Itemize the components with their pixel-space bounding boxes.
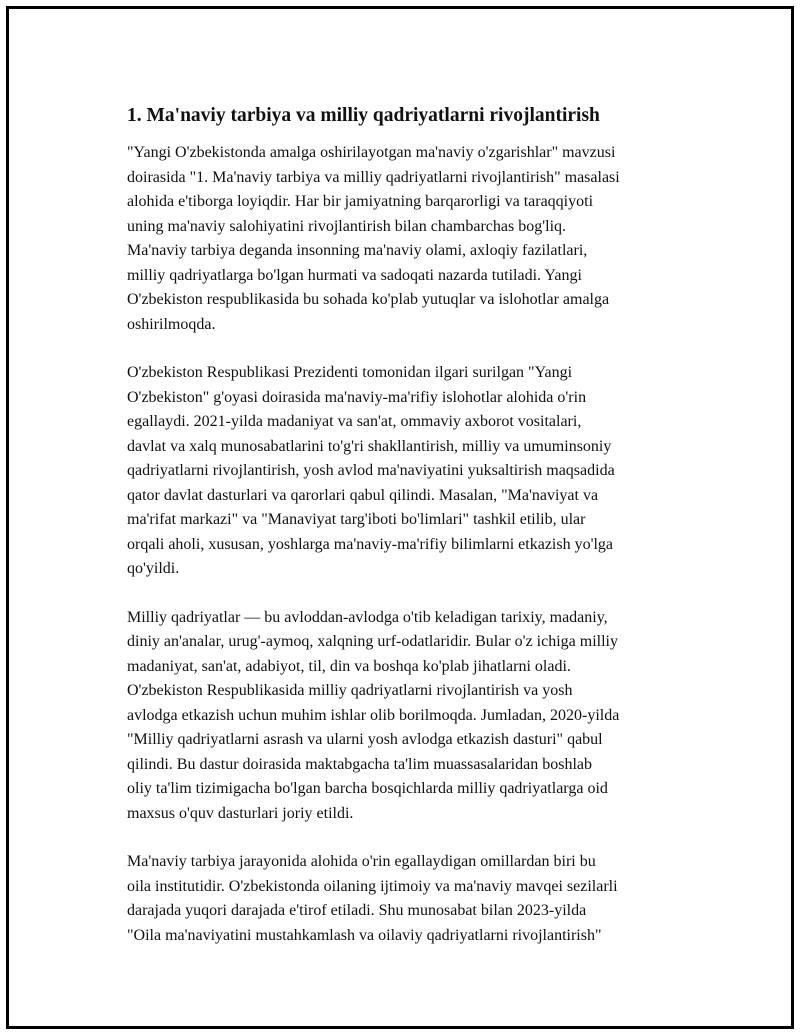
paragraph-line: darajada yuqori darajada e'tirof etiladi. Shu munosabat bilan 2023-yilda [127,902,587,919]
paragraph-line: davlat va xalq munosabatlarini to'g'ri shakllantirish, milliy va umuminsoniy [127,437,612,455]
paragraph-line: oshirilmoqda. [127,315,216,333]
paragraph-3 [127,606,707,827]
paragraph-4 [127,850,707,948]
paragraph-line: maxsus o'quv dasturlari joriy etildi. [127,804,354,822]
paragraph-line: diniy an'analar, urug'-aymoq, xalqning urf-odatlaridir. Bular o'z ichiga milliy [127,633,618,650]
document-body [127,103,707,972]
paragraphs-container [127,141,707,948]
page-frame [6,6,794,1029]
paragraph-line: Milliy qadriyatlar — bu avloddan-avlodga o'tib keladigan tarixiy, madaniy, [127,608,608,626]
paragraph-line: O'zbekiston Respublikasida milliy qadriyatlarni rivojlantirish va yosh [127,682,573,699]
paragraph-line: ma'rifat markazi" va "Manaviyat targ'iboti bo'limlari" tashkil etilib, ular [127,511,586,528]
paragraph-line: qator davlat dasturlari va qarorlari qabul qilindi. Masalan, "Ma'naviyat va [127,486,599,504]
paragraph-line: uning ma'naviy salohiyatini rivojlantirish bilan chambarchas bog'liq. [127,217,567,235]
paragraph-line: egallaydi. 2021-yilda madaniyat va san'at, ommaviy axborot vositalari, [127,413,582,430]
paragraph-line: oliy ta'lim tizimigacha bo'lgan barcha bosqichlarda milliy qadriyatlarga oid [127,780,608,797]
paragraph-line: doirasida "1. Ma'naviy tarbiya va milliy qadriyatlarni rivojlantirish" masalasi [127,168,620,186]
paragraph-line: O'zbekiston respublikasida bu sohada ko'plab yutuqlar va islohotlar amalga [127,291,610,308]
paragraph-line: oila institutidir. O'zbekistonda oilaning ijtimoiy va ma'naviy mavqei sezilarli [127,877,618,895]
paragraph-line: qadriyatlarni rivojlantirish, yosh avlod ma'naviyatini yuksaltirish maqsadida [127,462,615,479]
document-title: 1. Ma'naviy tarbiya va milliy qadriyatlarni rivojlantirish [127,105,600,126]
paragraph-2 [127,361,707,582]
paragraph-line: O'zbekiston Respublikasi Prezidenti tomonidan ilgari surilgan "Yangi [127,364,573,381]
paragraph-line: orqali aholi, xususan, yoshlarga ma'naviy-ma'rifiy bilimlarni etkazish yo'lga [127,535,614,553]
paragraph-line: avlodga etkazish uchun muhim ishlar olib borilmoqda. Jumladan, 2020-yilda [127,706,620,724]
paragraph-line: qo'yildi. [127,560,180,577]
paragraph-line: "Yangi O'zbekistonda amalga oshirilayotgan ma'naviy o'zgarishlar" mavzusi [127,144,616,161]
paragraph-line: alohida e'tiborga loyiqdir. Har bir jamiyatning barqarorligi va taraqqiyoti [127,193,594,210]
paragraph-line: Ma'naviy tarbiya jarayonida alohida o'rin egallaydigan omillardan biri bu [127,853,596,870]
paragraph-line: madaniyat, san'at, adabiyot, til, din va boshqa ko'plab jihatlarni oladi. [127,657,571,675]
paragraph-line: milliy qadriyatlarga bo'lgan hurmati va sadoqati nazarda tutiladi. Yangi [127,266,582,284]
paragraph-line: O'zbekiston" g'oyasi doirasida ma'naviy-ma'rifiy islohotlar alohida o'rin [127,388,587,406]
paragraph-1 [127,141,707,337]
paragraph-line: "Oila ma'naviyatini mustahkamlash va oilaviy qadriyatlarni rivojlantirish" [127,926,602,944]
paragraph-line: qilindi. Bu dastur doirasida maktabgacha ta'lim muassasalaridan boshlab [127,755,592,773]
paragraph-line: Ma'naviy tarbiya deganda insonning ma'naviy olami, axloqiy fazilatlari, [127,242,588,259]
paragraph-line: "Milliy qadriyatlarni asrash va ularni yosh avlodga etkazish dasturi" qabul [127,731,603,748]
